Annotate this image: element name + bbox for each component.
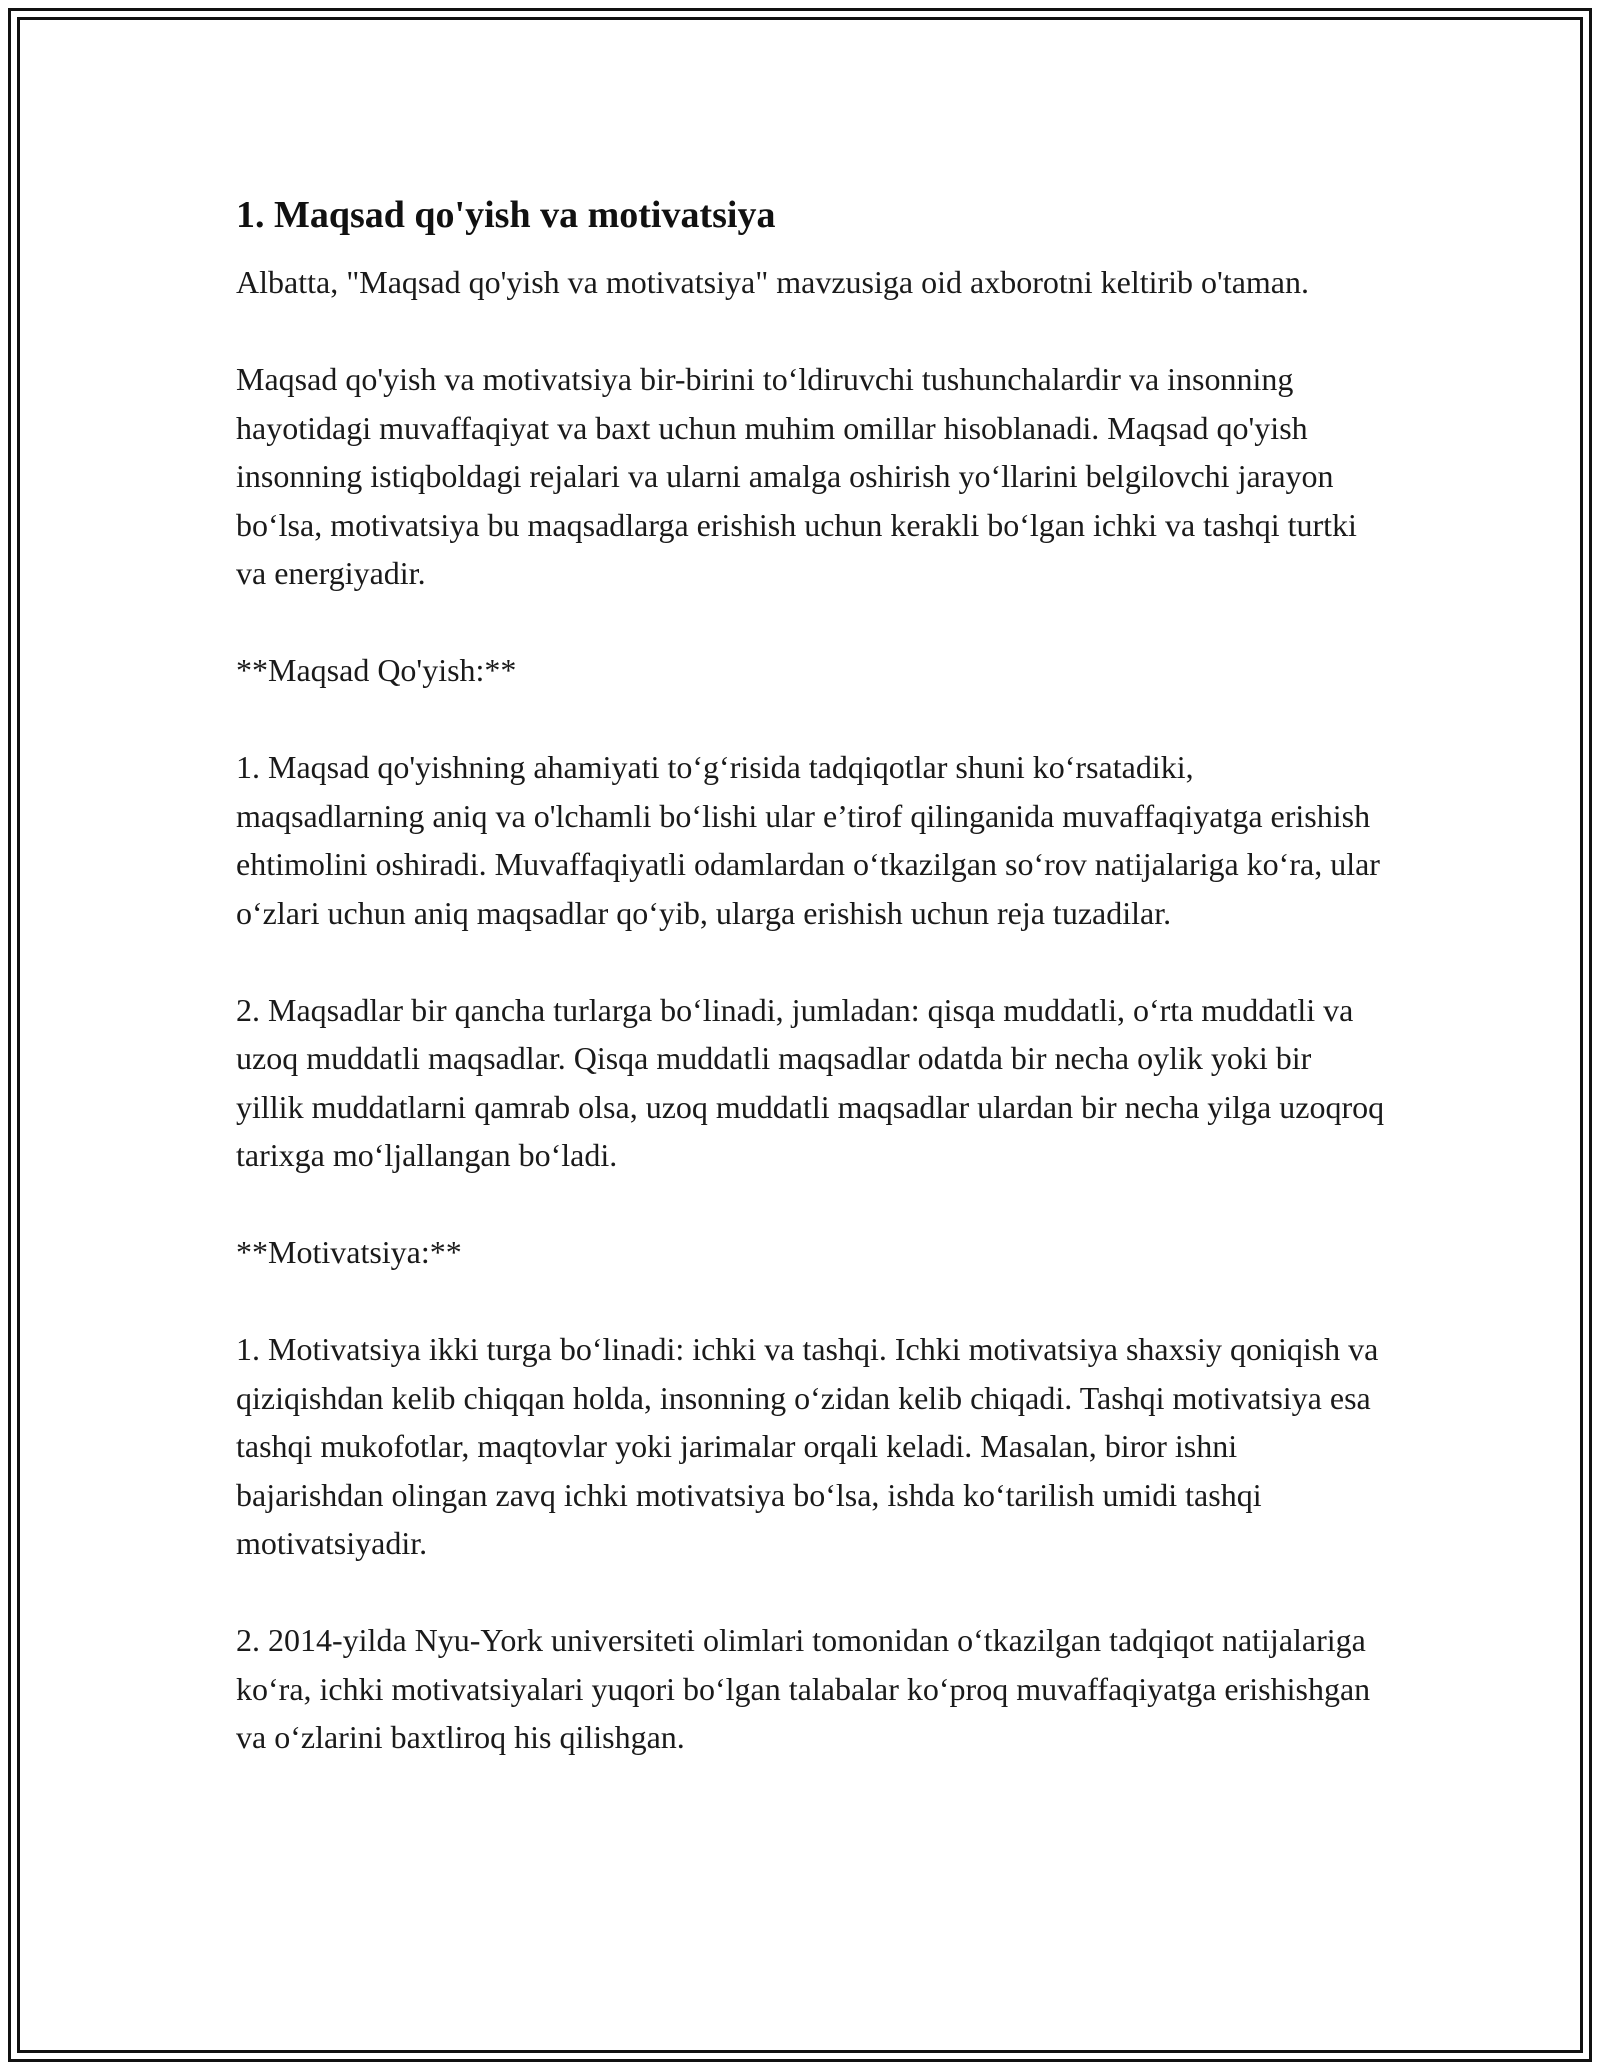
document-title: 1. Maqsad qo'yish va motivatsiya [236,194,776,236]
goal-setting-point-2: 2. Maqsadlar bir qancha turlarga bo‘linadi, jumladan: qisqa muddatli, o‘rta muddatli va uzoq muddatli maqsadlar. Qisqa muddatli maqsadlar odatda bir necha oylik yoki bir yillik muddatlarni qamrab olsa, uzoq muddatli maqsadlar ulardan bir necha yilga uzoqroq tarixga mo‘ljallangan bo‘ladi. [236,991,1385,1173]
goal-setting-point-1: 1. Maqsad qo'yishning ahamiyati to‘g‘risida tadqiqotlar shuni ko‘rsatadiki, maqsadlarning aniq va o'lchamli bo‘lishi ular e’tirof qilinganida muvaffaqiyatga erishish ehtimolini oshiradi. Muvaffaqiyatli odamlardan o‘tkazilgan so‘rov natijalariga ko‘ra, ular o‘zlari uchun aniq maqsadlar qo‘yib, ularga erishish uchun reja tuzadilar. [236,749,1380,931]
intro-paragraph: Albatta, "Maqsad qo'yish va motivatsiya" mavzusiga oid axborotni keltirib o'taman. [236,264,1309,300]
overview-paragraph: Maqsad qo'yish va motivatsiya bir-birini to‘ldiruvchi tushunchalardir va insonning hayotidagi muvaffaqiyat va baxt uchun muhim omillar hisoblanadi. Maqsad qo'yish insonning istiqboldagi rejalari va ularni amalga oshirish yo‘llarini belgilovchi jarayon bo‘lsa, motivatsiya bu maqsadlarga erishish uchun kerakli bo‘lgan ichki va tashqi turtki va energiyadir. [236,361,1357,591]
section-heading-goal-setting: **Maqsad Qo'yish:** [236,652,517,688]
document-body [236,188,1386,1810]
section-heading-motivation: **Motivatsiya:** [236,1234,462,1270]
motivation-point-1: 1. Motivatsiya ikki turga bo‘linadi: ichki va tashqi. Ichki motivatsiya shaxsiy qoniqish va qiziqishdan kelib chiqqan holda, insonning o‘zidan kelib chiqadi. Tashqi motivatsiya esa tashqi mukofotlar, maqtovlar yoki jarimalar orqali keladi. Masalan, biror ishni bajarishdan olingan zavq ichki motivatsiya bo‘lsa, ishda ko‘tarilish umidi tashqi motivatsiyadir. [236,1331,1379,1561]
motivation-point-2: 2. 2014-yilda Nyu-York universiteti olimlari tomonidan o‘tkazilgan tadqiqot natijalariga ko‘ra, ichki motivatsiyalari yuqori bo‘lgan talabalar ko‘proq muvaffaqiyatga erishishgan va o‘zlarini baxtliroq his qilishgan. [236,1622,1371,1755]
